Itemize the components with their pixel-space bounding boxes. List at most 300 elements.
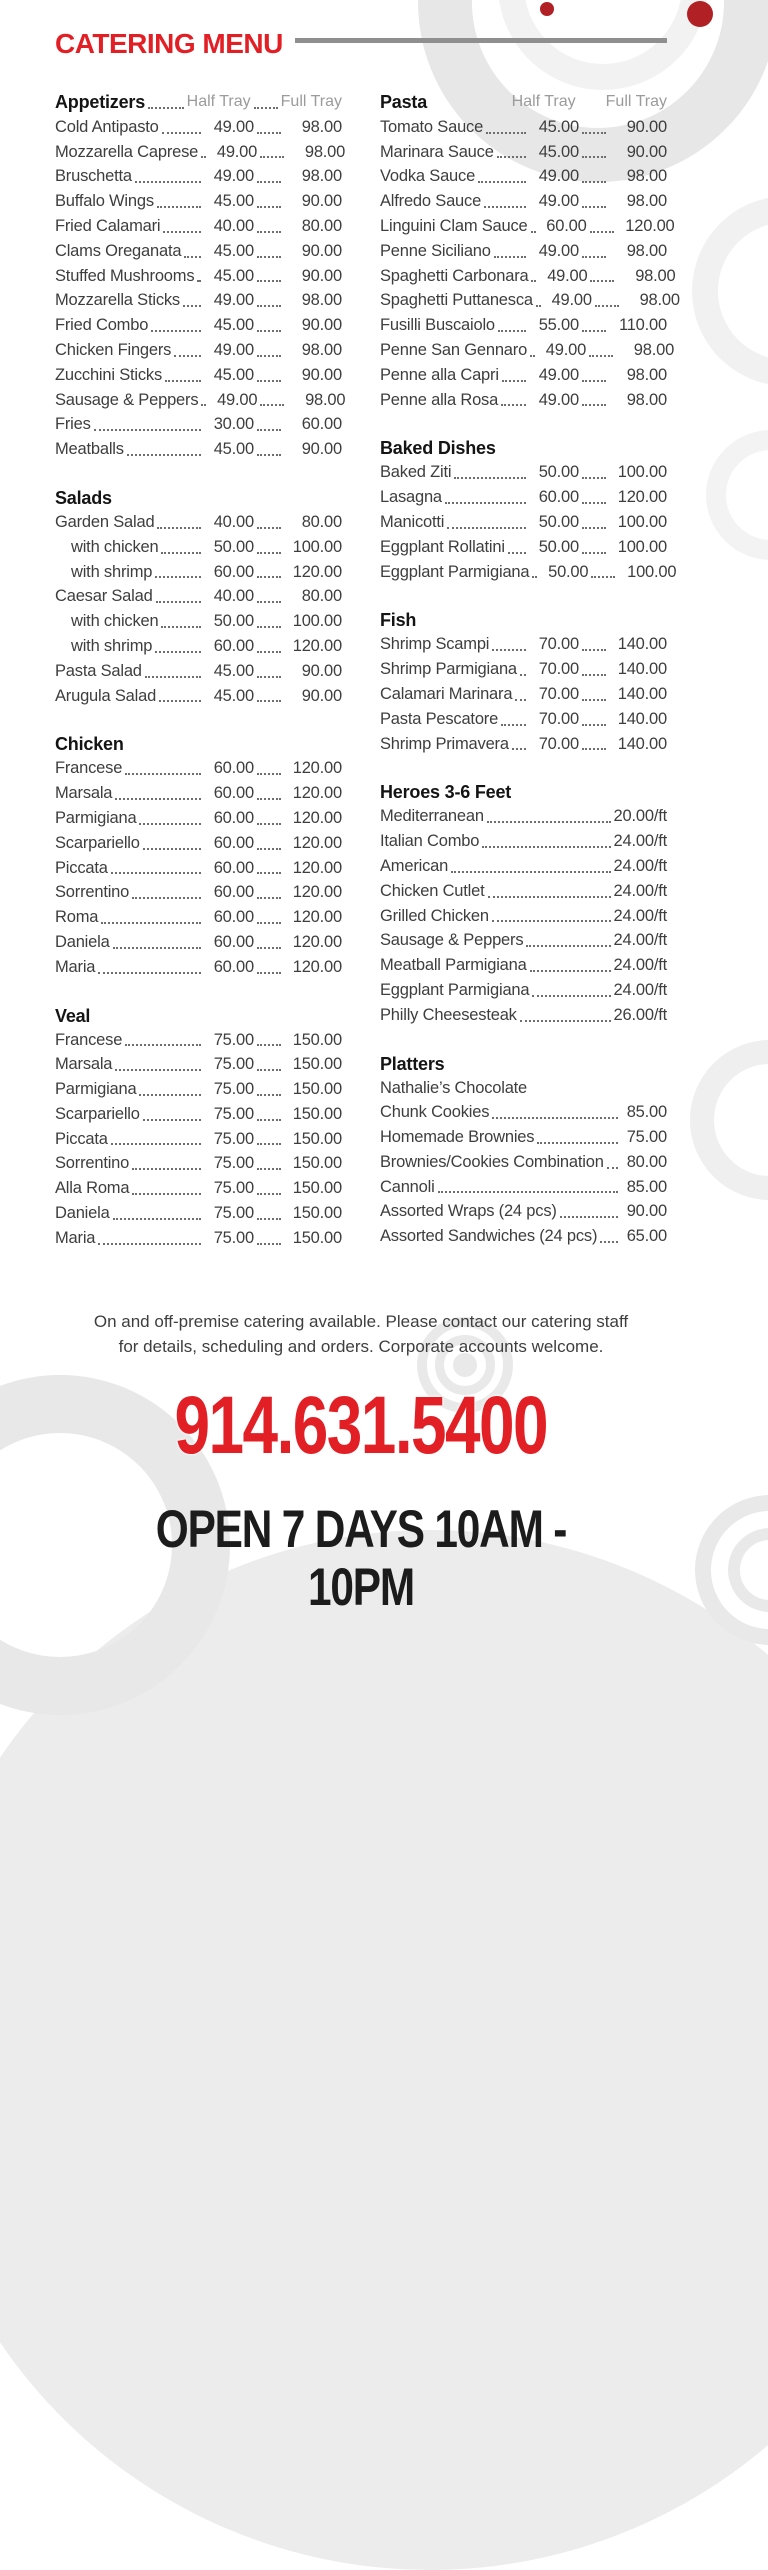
dotted-leader <box>101 922 201 924</box>
dotted-leader <box>132 897 201 899</box>
item-price-full-tray: 98.00 <box>626 167 667 186</box>
item-price-half-tray: 75.00 <box>213 1129 254 1148</box>
dotted-leader <box>508 552 526 554</box>
dotted-leader <box>501 724 526 726</box>
dotted-leader <box>498 330 526 332</box>
item-price-half-tray: 45.00 <box>538 142 579 161</box>
dotted-leader <box>526 945 610 947</box>
dotted-leader <box>257 823 281 825</box>
item-price: 65.00 <box>626 1227 667 1246</box>
dotted-leader <box>151 330 201 332</box>
title-row <box>55 28 667 60</box>
dotted-leader <box>98 972 201 974</box>
item-name: Meatballs <box>55 440 124 459</box>
dotted-leader <box>582 748 606 750</box>
dotted-leader <box>257 601 281 603</box>
dotted-leader <box>582 156 606 158</box>
item-price-half-tray: 60.00 <box>538 488 579 507</box>
item-price-full-tray: 140.00 <box>617 660 667 679</box>
dotted-leader <box>257 380 281 382</box>
dotted-leader <box>560 1216 618 1218</box>
dotted-leader <box>260 404 284 406</box>
item-name: Sausage & Peppers <box>380 931 524 950</box>
item-name: Mozzarella Sticks <box>55 291 180 310</box>
menu-item <box>380 707 667 732</box>
menu-item <box>55 1077 342 1102</box>
dotted-leader <box>582 502 606 504</box>
section-title: Fish <box>380 610 417 631</box>
dotted-leader <box>257 552 281 554</box>
dotted-leader <box>257 848 281 850</box>
item-name: Assorted Sandwiches (24 pcs) <box>380 1227 598 1246</box>
dotted-leader <box>111 872 201 874</box>
item-price-full-tray: 140.00 <box>617 684 667 703</box>
dotted-leader <box>257 1044 281 1046</box>
item-name: with chicken <box>71 537 159 556</box>
menu-item <box>380 288 680 313</box>
dotted-leader <box>139 1094 201 1096</box>
item-price-half-tray: 60.00 <box>213 759 254 778</box>
catering-note-line2: for details, scheduling and orders. Corporate accounts welcome. <box>118 1337 604 1357</box>
item-price-half-tray: 50.00 <box>213 537 254 556</box>
item-price-full-tray: 120.00 <box>292 636 342 655</box>
dotted-leader <box>582 649 606 651</box>
menu-item <box>380 239 667 264</box>
opening-hours: OPEN 7 DAYS 10AM - 10PM <box>155 1499 567 1617</box>
dotted-leader <box>257 1218 281 1220</box>
dotted-leader <box>536 305 539 307</box>
page-title: CATERING MENU <box>55 28 283 59</box>
item-price: 24.00/ft <box>613 881 667 900</box>
item-price-full-tray: 90.00 <box>626 117 667 136</box>
item-name: Garden Salad <box>55 512 155 531</box>
menu-item <box>55 831 342 856</box>
menu-item <box>55 880 342 905</box>
item-price-half-tray: 49.00 <box>538 241 579 260</box>
dotted-leader <box>531 280 534 282</box>
dotted-leader <box>143 848 201 850</box>
item-price-half-tray: 75.00 <box>213 1228 254 1247</box>
item-name: Scarpariello <box>55 833 140 852</box>
menu-section <box>55 734 342 979</box>
dotted-leader <box>582 404 606 406</box>
menu-item <box>380 485 667 510</box>
item-price-half-tray: 60.00 <box>213 908 254 927</box>
item-price-full-tray: 80.00 <box>301 216 342 235</box>
dotted-leader <box>157 527 201 529</box>
item-price-full-tray: 110.00 <box>618 316 667 335</box>
menu-section <box>380 1054 667 1250</box>
item-price-half-tray: 60.00 <box>213 808 254 827</box>
menu-item <box>380 1150 667 1175</box>
menu-item <box>55 609 342 634</box>
dotted-leader <box>502 380 526 382</box>
item-price-full-tray: 90.00 <box>301 365 342 384</box>
menu-item <box>380 682 667 707</box>
dotted-leader <box>484 206 526 208</box>
dotted-leader <box>257 872 281 874</box>
dotted-leader <box>257 1094 281 1096</box>
item-price-full-tray: 120.00 <box>292 562 342 581</box>
item-price-full-tray: 98.00 <box>301 167 342 186</box>
item-name: Nathalie’s Chocolate <box>380 1078 528 1097</box>
section-title: Chicken <box>55 734 124 755</box>
menu-columns <box>55 90 680 1251</box>
menu-item <box>55 189 342 214</box>
item-name: Chunk Cookies <box>380 1103 490 1122</box>
item-price-full-tray: 120.00 <box>292 833 342 852</box>
item-price-half-tray: 60.00 <box>213 957 254 976</box>
item-price-half-tray: 45.00 <box>213 266 254 285</box>
item-name: Eggplant Rollatini <box>380 537 505 556</box>
menu-item <box>380 313 667 338</box>
dotted-leader <box>162 132 201 134</box>
column-left <box>55 90 346 1251</box>
item-name: Lasagna <box>380 488 442 507</box>
item-name: Stuffed Mushrooms <box>55 266 195 285</box>
dotted-leader <box>257 700 281 702</box>
item-name: Vodka Sauce <box>380 167 476 186</box>
menu-item <box>55 634 342 659</box>
dotted-leader <box>445 502 526 504</box>
item-price-half-tray: 70.00 <box>538 660 579 679</box>
item-price-half-tray: 75.00 <box>213 1204 254 1223</box>
item-price: 24.00/ft <box>613 931 667 950</box>
menu-item <box>55 264 342 289</box>
menu-item <box>380 657 667 682</box>
dotted-leader <box>257 626 281 628</box>
item-name: Piccata <box>55 858 108 877</box>
item-name: Mozzarella Caprese <box>55 142 199 161</box>
dotted-leader <box>257 922 281 924</box>
menu-section <box>55 90 346 462</box>
item-price-half-tray: 60.00 <box>213 833 254 852</box>
menu-item <box>55 510 342 535</box>
menu-item <box>55 313 342 338</box>
bg-ring-right-lower <box>690 1040 768 1200</box>
item-name: Marinara Sauce <box>380 142 494 161</box>
dotted-leader <box>582 527 606 529</box>
column-label-full-tray: Full Tray <box>605 93 667 110</box>
menu-item <box>380 388 667 413</box>
item-price-half-tray: 45.00 <box>213 661 254 680</box>
dotted-leader <box>139 823 201 825</box>
dotted-leader <box>582 674 606 676</box>
item-price-half-tray: 49.00 <box>538 390 579 409</box>
dotted-leader <box>155 576 201 578</box>
menu-section <box>380 782 667 1027</box>
item-price-full-tray: 150.00 <box>292 1129 342 1148</box>
item-price-half-tray: 60.00 <box>213 858 254 877</box>
dotted-leader <box>257 1143 281 1145</box>
item-price-full-tray: 80.00 <box>301 587 342 606</box>
item-price-half-tray: 49.00 <box>213 340 254 359</box>
menu-item <box>380 953 667 978</box>
item-price-full-tray: 100.00 <box>292 537 342 556</box>
red-dot-large <box>687 1 713 27</box>
item-name: Maria <box>55 1228 96 1247</box>
item-name: Parmigiana <box>55 808 137 827</box>
dotted-leader <box>582 206 606 208</box>
item-name: Cannoli <box>380 1177 435 1196</box>
item-price-full-tray: 120.00 <box>292 784 342 803</box>
menu-item <box>380 1125 667 1150</box>
item-price-half-tray: 49.00 <box>217 390 258 409</box>
dotted-leader <box>132 1168 201 1170</box>
item-price-full-tray: 120.00 <box>292 932 342 951</box>
dotted-leader <box>260 156 284 158</box>
item-price-half-tray: 49.00 <box>538 167 579 186</box>
item-price-full-tray: 150.00 <box>292 1228 342 1247</box>
item-name: Homemade Brownies <box>380 1128 535 1147</box>
item-name: Assorted Wraps (24 pcs) <box>380 1202 557 1221</box>
item-name: Scarpariello <box>55 1104 140 1123</box>
dotted-leader <box>257 429 281 431</box>
dotted-leader <box>607 1167 618 1169</box>
menu-item <box>380 560 677 585</box>
menu-section <box>380 438 677 584</box>
dotted-leader <box>98 1243 201 1245</box>
dotted-leader <box>537 1142 618 1144</box>
section-title: Heroes 3-6 Feet <box>380 782 512 803</box>
item-price-full-tray: 150.00 <box>292 1154 342 1173</box>
item-price-half-tray: 60.00 <box>213 883 254 902</box>
menu-item <box>380 510 667 535</box>
item-price-full-tray: 150.00 <box>292 1179 342 1198</box>
item-price-full-tray: 98.00 <box>639 291 680 310</box>
item-price-full-tray: 120.00 <box>292 908 342 927</box>
dotted-leader <box>451 871 610 873</box>
dotted-leader <box>486 132 526 134</box>
menu-item <box>380 214 675 239</box>
item-price-full-tray: 98.00 <box>301 340 342 359</box>
dotted-leader <box>454 477 526 479</box>
item-price-full-tray: 90.00 <box>301 241 342 260</box>
dotted-leader <box>492 649 526 651</box>
item-name: Daniela <box>55 932 110 951</box>
item-price-full-tray: 120.00 <box>292 957 342 976</box>
red-dot-small <box>540 2 554 16</box>
item-price-half-tray: 50.00 <box>538 463 579 482</box>
dotted-leader <box>113 1218 201 1220</box>
phone-row <box>55 1376 667 1499</box>
dotted-leader <box>254 107 278 109</box>
dotted-leader <box>600 1241 618 1243</box>
dotted-leader <box>115 1069 201 1071</box>
menu-section <box>380 610 667 756</box>
menu-item <box>380 1199 667 1224</box>
dotted-leader <box>257 132 281 134</box>
item-price-full-tray: 90.00 <box>301 192 342 211</box>
item-price-full-tray: 120.00 <box>292 759 342 778</box>
dotted-leader <box>163 231 201 233</box>
item-price-half-tray: 49.00 <box>213 291 254 310</box>
section-title: Platters <box>380 1053 445 1074</box>
item-price-half-tray: 45.00 <box>213 365 254 384</box>
dotted-leader <box>582 132 606 134</box>
item-name: Penne Siciliano <box>380 241 491 260</box>
dotted-leader <box>447 527 526 529</box>
dotted-leader <box>532 995 610 997</box>
item-price: 20.00/ft <box>613 807 667 826</box>
item-name: Philly Cheesesteak <box>380 1005 517 1024</box>
item-price-half-tray: 55.00 <box>538 316 579 335</box>
item-price-half-tray: 70.00 <box>538 635 579 654</box>
dotted-leader <box>492 920 611 922</box>
column-label-full-tray: Full Tray <box>280 93 342 110</box>
item-name: Baked Ziti <box>380 463 452 482</box>
item-price-half-tray: 50.00 <box>538 537 579 556</box>
item-price-half-tray: 40.00 <box>213 512 254 531</box>
item-name: Shrimp Scampi <box>380 635 490 654</box>
dotted-leader <box>257 355 281 357</box>
dotted-leader <box>257 651 281 653</box>
item-price-half-tray: 49.00 <box>545 340 587 359</box>
menu-item <box>380 1224 667 1249</box>
dotted-leader <box>257 231 281 233</box>
menu-item <box>55 1151 342 1176</box>
dotted-leader <box>257 305 281 307</box>
dotted-leader <box>257 1069 281 1071</box>
item-name: Maria <box>55 957 96 976</box>
dotted-leader <box>530 355 533 357</box>
dotted-leader <box>512 748 526 750</box>
item-price-full-tray: 60.00 <box>301 415 342 434</box>
dotted-leader <box>582 699 606 701</box>
item-price-full-tray: 150.00 <box>292 1030 342 1049</box>
item-price-full-tray: 100.00 <box>617 537 667 556</box>
menu-item <box>55 756 342 781</box>
item-price-half-tray: 75.00 <box>213 1080 254 1099</box>
item-price-half-tray: 75.00 <box>213 1154 254 1173</box>
title-rule <box>295 38 667 43</box>
item-price-half-tray: 49.00 <box>538 192 579 211</box>
menu-item <box>55 338 342 363</box>
section-title: Veal <box>55 1005 91 1026</box>
menu-item <box>380 189 667 214</box>
item-price-half-tray: 60.00 <box>213 932 254 951</box>
item-name: with chicken <box>71 612 159 631</box>
item-price-full-tray: 90.00 <box>301 266 342 285</box>
dotted-leader <box>257 181 281 183</box>
item-price-full-tray: 98.00 <box>301 117 342 136</box>
dotted-leader <box>497 156 526 158</box>
dotted-leader <box>590 231 614 233</box>
item-price-half-tray: 40.00 <box>213 216 254 235</box>
dotted-leader <box>257 454 281 456</box>
dotted-leader <box>161 626 201 628</box>
item-name: Tomato Sauce <box>380 117 484 136</box>
item-price-half-tray: 50.00 <box>538 512 579 531</box>
item-price-full-tray: 120.00 <box>617 488 667 507</box>
item-price: 26.00/ft <box>613 1005 667 1024</box>
dotted-leader <box>582 477 606 479</box>
item-price-full-tray: 98.00 <box>626 192 667 211</box>
dotted-leader <box>582 380 606 382</box>
item-name: Spaghetti Carbonara <box>380 266 529 285</box>
column-right <box>380 90 680 1251</box>
dotted-leader <box>595 305 619 307</box>
item-price-half-tray: 49.00 <box>213 167 254 186</box>
menu-item <box>55 560 342 585</box>
column-label-half-tray: Half Tray <box>186 93 251 110</box>
item-name: Daniela <box>55 1204 110 1223</box>
item-price-half-tray: 60.00 <box>546 216 587 235</box>
menu-item <box>55 584 342 609</box>
dotted-leader <box>590 280 614 282</box>
section-header-row <box>55 90 342 115</box>
dotted-leader <box>582 724 606 726</box>
item-name: with shrimp <box>71 562 153 581</box>
item-price-full-tray: 98.00 <box>301 291 342 310</box>
item-name: Pasta Salad <box>55 661 142 680</box>
item-price-full-tray: 98.00 <box>305 390 346 409</box>
phone-number: 914.631.5400 <box>174 1379 548 1471</box>
dotted-leader <box>582 181 606 183</box>
menu-item <box>55 412 342 437</box>
dotted-leader <box>125 1044 201 1046</box>
menu-item <box>55 1226 342 1251</box>
item-name: Chicken Cutlet <box>380 881 485 900</box>
dotted-leader <box>487 821 611 823</box>
item-name: Fried Combo <box>55 316 149 335</box>
menu-item <box>380 854 667 879</box>
item-price-full-tray: 100.00 <box>617 463 667 482</box>
item-price-half-tray: 45.00 <box>213 241 254 260</box>
menu-item <box>380 632 667 657</box>
item-name: Fusilli Buscaiolo <box>380 316 495 335</box>
item-price: 24.00/ft <box>613 856 667 875</box>
menu-item <box>380 1003 667 1028</box>
item-name: Chicken Fingers <box>55 340 172 359</box>
dotted-leader <box>156 601 201 603</box>
dotted-leader <box>482 846 610 848</box>
item-price-half-tray: 60.00 <box>213 636 254 655</box>
dotted-leader <box>143 1119 201 1121</box>
menu-item <box>380 264 676 289</box>
section-title: Salads <box>55 487 112 508</box>
item-name: Pasta Pescatore <box>380 709 499 728</box>
dotted-leader <box>165 380 201 382</box>
dotted-leader <box>113 947 201 949</box>
dotted-leader <box>257 947 281 949</box>
item-price-full-tray: 98.00 <box>626 241 667 260</box>
dotted-leader <box>582 552 606 554</box>
item-name: Eggplant Parmigiana <box>380 562 530 581</box>
item-price-half-tray: 30.00 <box>213 415 254 434</box>
item-price: 75.00 <box>626 1128 667 1147</box>
menu-item <box>55 1102 342 1127</box>
dotted-leader <box>145 676 201 678</box>
menu-item <box>380 829 667 854</box>
item-name: Eggplant Parmigiana <box>380 980 530 999</box>
section-title: Baked Dishes <box>380 438 496 459</box>
dotted-leader <box>257 576 281 578</box>
menu-item <box>55 955 342 980</box>
item-name: Mediterranean <box>380 807 484 826</box>
item-name: Fried Calamari <box>55 216 161 235</box>
dotted-leader <box>183 305 201 307</box>
item-price: 85.00 <box>626 1103 667 1122</box>
menu-item <box>55 930 342 955</box>
item-name: Marsala <box>55 1055 113 1074</box>
menu-item <box>380 879 667 904</box>
item-price: 24.00/ft <box>613 906 667 925</box>
menu-item <box>55 1052 342 1077</box>
item-name: Shrimp Primavera <box>380 734 509 753</box>
item-price-half-tray: 45.00 <box>213 192 254 211</box>
item-name: Alfredo Sauce <box>380 192 482 211</box>
